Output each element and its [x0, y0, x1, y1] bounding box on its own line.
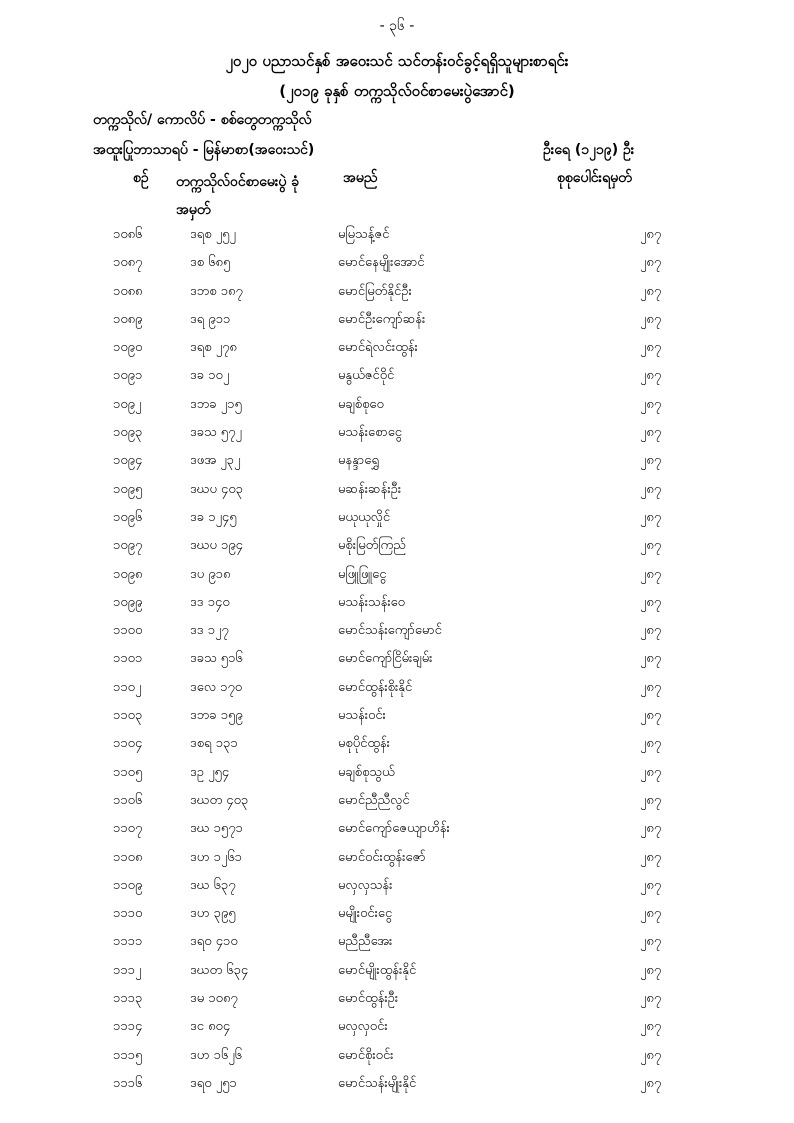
roll-number: ဒရစ ၂၅၂: [190, 227, 236, 242]
roll-number: ဒဘခ ၂၁၅: [190, 396, 242, 412]
table-row: [0, 675, 794, 703]
total-score: ၂၈၇: [640, 1047, 662, 1063]
student-name: မောင်ကျော်ငြိမ်းချမ်း: [338, 651, 433, 667]
row-number: ၁၀၈၇: [113, 255, 143, 271]
table-row: [0, 279, 794, 307]
student-name: မစိုးမြတ်ကြည်: [338, 538, 406, 554]
roll-number: ဒဃ ၆၃၇: [190, 877, 236, 893]
column-header-roll: တက္ကသိုလ်ဝင်စာမေးပွဲ ခုံအမှတ်: [176, 174, 300, 218]
total-score: ၂၈၇: [640, 651, 662, 667]
roll-number: ဒဖအ ၂၃၂: [190, 453, 241, 469]
total-score: ၂၈၇: [640, 453, 662, 469]
total-score: ၂၈၇: [640, 368, 662, 384]
row-number: ၁၁၀၇: [113, 821, 143, 837]
student-name: မလှလှသန်း: [338, 877, 393, 893]
row-number: ၁၀၉၃: [113, 425, 143, 441]
row-number: ၁၀၈၆: [113, 227, 143, 242]
table-row: [0, 420, 794, 448]
row-number: ၁၁၁၂: [113, 962, 142, 978]
table-row: [0, 590, 794, 618]
total-score: ၂၈၇: [640, 906, 662, 922]
table-row: [0, 958, 794, 986]
roll-number: ဒပ ၉၁၈: [190, 566, 231, 582]
table-row: [0, 901, 794, 929]
row-number: ၁၀၈၉: [113, 311, 143, 327]
table-row: [0, 788, 794, 816]
table-row: [0, 929, 794, 957]
table-row: [0, 222, 794, 250]
row-number: ၁၁၀၄: [113, 736, 143, 752]
table-row: [0, 448, 794, 476]
roll-number: ဒခသ ၅၁၆: [190, 651, 243, 667]
row-number: ၁၀၉၄: [113, 453, 143, 469]
total-score: ၂၈၇: [640, 991, 662, 1007]
student-name: မောင်နေမျိုးအောင်: [338, 255, 425, 271]
total-score: ၂၈၇: [640, 764, 662, 780]
university-label: တက္ကသိုလ်/ ကောလိပ် - စစ်တွေတက္ကသိုလ်: [93, 112, 312, 128]
student-name: မောင်ထွန်းစိုးနိုင်: [338, 679, 413, 695]
student-name: မောင်ကျော်ဇေယျာဟိန်း: [338, 821, 450, 837]
document-subtitle: (၂၀၁၉ ခုနှစ် တက္ကသိုလ်ဝင်စာမေးပွဲအောင်): [279, 82, 515, 100]
row-number: ၁၀၉၂: [113, 396, 142, 412]
table-row: [0, 335, 794, 363]
student-name: မသန်းဝင်း: [338, 708, 386, 724]
total-score: ၂၈၇: [640, 1075, 662, 1091]
roll-number: ဒရ၀ ၄၁၀: [190, 934, 238, 950]
student-name: မသန်းသန်းဝေ: [338, 594, 405, 610]
student-name: မလှလှဝင်း: [338, 1019, 388, 1035]
student-name: မောင်ထွန်းဦး: [338, 991, 399, 1007]
roll-number: ဒမ ၁၀၈၇: [190, 991, 238, 1007]
roll-number: ဒဘခ ၁၅၉: [190, 708, 243, 724]
row-number: ၁၁၀၃: [113, 708, 143, 724]
student-name: မညီညီအေး: [338, 934, 393, 950]
table-row: [0, 307, 794, 335]
table-row: [0, 250, 794, 278]
total-score: ၂၈၇: [640, 962, 662, 978]
document-title: ၂၀၂၀ ပညာသင်နှစ် အဝေးသင် သင်တန်းဝင်ခွင့်ရရှိသူများစာရင်း: [225, 52, 569, 70]
row-number: ၁၁၀၂: [113, 679, 142, 695]
row-number: ၁၁၀၈: [113, 849, 143, 865]
student-name: မချစ်စုသွယ်: [338, 764, 395, 780]
table-row: [0, 533, 794, 561]
roll-number: ဒခ ၁၀၂: [190, 368, 230, 384]
total-score: ၂၈၇: [640, 396, 662, 412]
column-header-total: စုစုပေါင်းရမှတ်: [557, 170, 632, 186]
row-number: ၁၀၉၁: [113, 368, 143, 384]
roll-number: ဒဟ ၁၆၂၆: [190, 1047, 242, 1063]
table-row: [0, 816, 794, 844]
total-score: ၂၈၇: [640, 255, 662, 271]
student-name: မသန်းစောငွေ: [338, 425, 403, 441]
row-number: ၁၁၁၃: [113, 991, 143, 1007]
table-row: [0, 477, 794, 505]
student-name: မနွယ်ဇင်ဝိုင်: [338, 368, 395, 384]
roll-number: ဒရ၀ ၂၅၁: [190, 1075, 237, 1091]
roll-number: ဒဃပ ၁၉၄: [190, 538, 243, 554]
subject-label: အထူးပြုဘာသာရပ် - မြန်မာစာ(အဝေးသင်): [93, 142, 315, 158]
student-name: မမြသန့်ဇင်: [338, 227, 390, 242]
total-score: ၂၈၇: [640, 877, 662, 893]
student-name: မောင်ဦးကျော်ဆန်း: [338, 311, 426, 327]
row-number: ၁၀၉၉: [113, 594, 143, 610]
table-row: [0, 731, 794, 759]
row-number: ၁၁၁၁: [113, 934, 143, 950]
total-score: ၂၈၇: [640, 481, 662, 497]
total-score: ၂၈၇: [640, 594, 662, 610]
row-number: ၁၀၉၇: [113, 538, 143, 554]
total-score: ၂၈၇: [640, 1019, 662, 1035]
row-number: ၁၀၉၀: [113, 340, 143, 356]
total-score: ၂၈၇: [640, 538, 662, 554]
roll-number: ဒခ ၁၂၄၅: [190, 509, 237, 525]
total-score: ၂၈၇: [640, 283, 662, 299]
total-score: ၂၈၇: [640, 227, 662, 242]
table-row: [0, 363, 794, 391]
row-number: ၁၁၀၁: [113, 651, 143, 667]
column-header-name: အမည်: [343, 170, 378, 186]
student-name: မဖြူဖြူငွေ: [338, 566, 387, 582]
table-row: [0, 873, 794, 901]
roll-number: ဒဒ ၁၂၇: [190, 623, 229, 639]
row-number: ၁၁၁၄: [113, 1019, 143, 1035]
total-score: ၂၈၇: [640, 425, 662, 441]
table-row: [0, 845, 794, 873]
row-number: ၁၁၀၉: [113, 877, 143, 893]
student-name: မောင်မြတ်နိုင်ဦး: [338, 283, 412, 299]
table-row: [0, 1071, 794, 1099]
row-number: ၁၁၁၅: [113, 1047, 143, 1063]
student-name: မောင်မျိုးထွန်းနိုင်: [338, 962, 417, 978]
row-number: ၁၀၉၅: [113, 481, 143, 497]
row-number: ၁၁၁၀: [113, 906, 143, 922]
roll-number: ဒလေ ၁၇၀: [190, 679, 243, 695]
row-number: ၁၀၉၈: [113, 566, 143, 582]
total-score: ၂၈၇: [640, 934, 662, 950]
student-name: မနန္ဒာရွှေ: [338, 453, 379, 469]
student-name: မောင်ဝင်းထွန်းဇော်: [338, 849, 426, 865]
table-row: [0, 1014, 794, 1042]
student-name: မောင်သန်းကျော်မောင်: [338, 623, 442, 639]
table-row: [0, 986, 794, 1014]
student-name: မောင်ရဲလင်းထွန်း: [338, 340, 418, 356]
roll-number: ဒဒ ၁၄၀: [190, 594, 230, 610]
roll-number: ဒဃတ ၆၃၄: [190, 962, 249, 978]
table-row: [0, 703, 794, 731]
table-row: [0, 646, 794, 674]
roll-number: ဒဟ ၁၂၆၁: [190, 849, 242, 865]
total-score: ၂၈၇: [640, 679, 662, 695]
student-name: မမျိုးဝင်းငွေ: [338, 906, 393, 922]
roll-number: ဒခသ ၅၇၂: [190, 425, 242, 441]
row-number: ၁၁၀၆: [113, 792, 143, 808]
results-table: [0, 222, 794, 1099]
table-row: [0, 618, 794, 646]
row-number: ၁၀၉၆: [113, 509, 143, 525]
roll-number: ဒဟ ၃၉၅: [190, 906, 236, 922]
table-row: [0, 1043, 794, 1071]
roll-number: ဒဘစ ၁၈၇: [190, 283, 243, 299]
column-header-no: စဉ်: [133, 170, 149, 186]
total-score: ၂၈၇: [640, 566, 662, 582]
total-score: ၂၈၇: [640, 708, 662, 724]
roll-number: ဒစရ ၁၃၁: [190, 736, 238, 752]
student-name: မောင်သန်းမျိုးနိုင်: [338, 1075, 417, 1091]
row-number: ၁၁၀၀: [113, 623, 143, 639]
quota-label: ဦးရေ (၁၂၁၉) ဦး: [543, 142, 635, 158]
total-score: ၂၈၇: [640, 821, 662, 837]
total-score: ၂၈၇: [640, 623, 662, 639]
total-score: ၂၈၇: [640, 736, 662, 752]
roll-number: ဒဥ ၂၅၄: [190, 764, 230, 780]
student-name: မချစ်စုဝေ: [338, 396, 384, 412]
row-number: ၁၀၈၈: [113, 283, 143, 299]
student-name: မောင်စိုးဝင်း: [338, 1047, 394, 1063]
roll-number: ဒရ ၉၁၁: [190, 311, 231, 327]
total-score: ၂၈၇: [640, 311, 662, 327]
student-name: မဆန်းဆန်းဦး: [338, 481, 402, 497]
roll-number: ဒစ ၆၈၅: [190, 255, 231, 271]
row-number: ၁၁၀၅: [113, 764, 143, 780]
roll-number: ဒဃ ၁၅၇၁: [190, 821, 243, 837]
table-row: [0, 392, 794, 420]
total-score: ၂၈၇: [640, 340, 662, 356]
total-score: ၂၈၇: [640, 849, 662, 865]
student-name: မောင်ညီညီလွင်: [338, 792, 410, 808]
table-row: [0, 505, 794, 533]
row-number: ၁၁၁၆: [113, 1075, 143, 1091]
table-row: [0, 760, 794, 788]
student-name: မယုယုလှိုင်: [338, 509, 391, 525]
roll-number: ဒင ၈၀၄: [190, 1019, 231, 1035]
total-score: ၂၈၇: [640, 509, 662, 525]
roll-number: ဒရစ ၂၇၈: [190, 340, 237, 356]
total-score: ၂၈၇: [640, 792, 662, 808]
page-number: - ၃၆ -: [379, 18, 415, 34]
table-row: [0, 562, 794, 590]
roll-number: ဒဃတ ၄၀၃: [190, 792, 249, 808]
roll-number: ဒဃပ ၄၀၃: [190, 481, 243, 497]
student-name: မစုပိုင်ထွန်း: [338, 736, 390, 752]
